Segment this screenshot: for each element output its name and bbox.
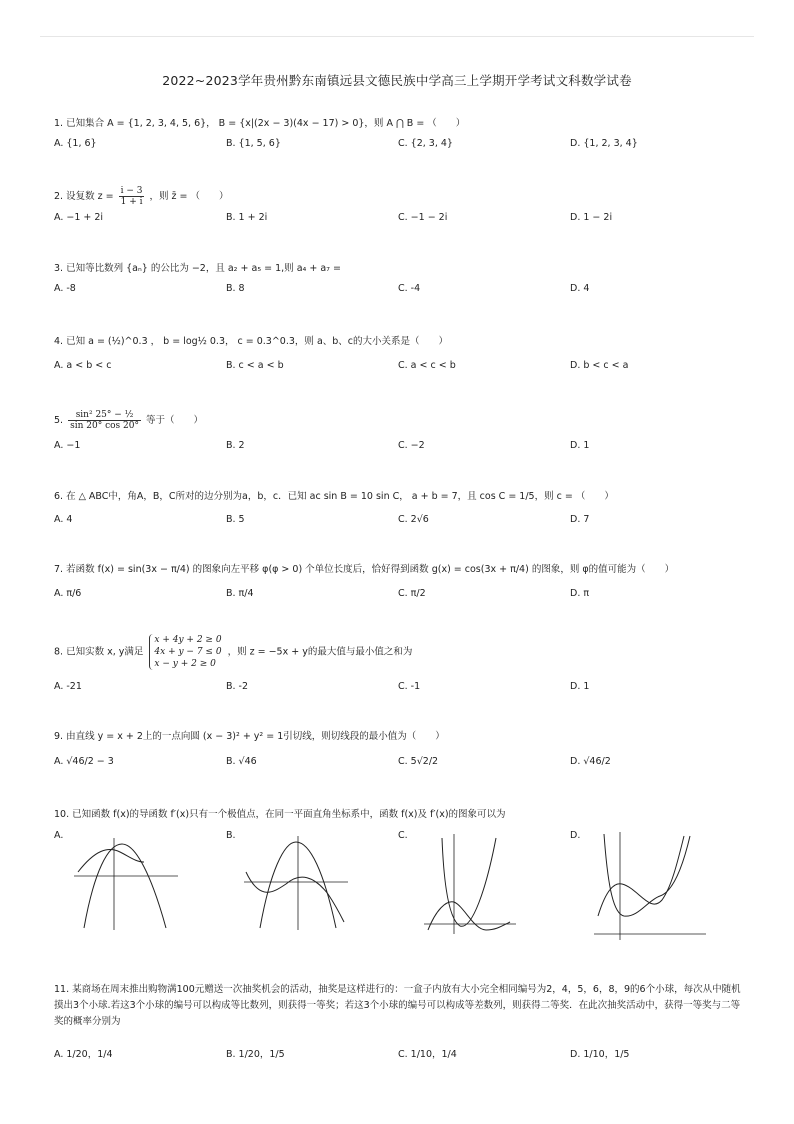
option-a[interactable]: A. 1/20，1/4 bbox=[54, 1049, 113, 1060]
option-b[interactable]: B. 8 bbox=[226, 283, 245, 294]
inequality-system bbox=[149, 634, 221, 670]
option-b[interactable]: B. c < a < b bbox=[226, 360, 284, 371]
option-d[interactable]: D. 1 bbox=[570, 440, 590, 451]
question-8-stem bbox=[54, 634, 412, 670]
question-6-options bbox=[54, 514, 754, 530]
question-2-fraction bbox=[119, 186, 145, 207]
curve-f bbox=[428, 902, 510, 930]
question-3-stem: 3. 已知等比数列 {aₙ} 的公比为 −2，且 a₂ + a₅ = 1,则 a₄ + a₇ = bbox=[54, 263, 341, 274]
option-b[interactable]: B. π/4 bbox=[226, 588, 254, 599]
curve-f bbox=[604, 834, 690, 916]
option-a[interactable]: A. √46/2 − 3 bbox=[54, 756, 114, 767]
question-11-stem: 11. 某商场在周末推出购物满100元赠送一次抽奖机会的活动，抽奖是这样进行的：一盒子内放有大小完全相同编号为2，4，5，6，8，9的6个小球，每次从中随机摸出3个小球.若这3个小球的编号可以构成等比数列，则获得一等奖；若这3个小球的编号可以构成等差数列，则获得二等奖．在此次抽奖活动中，获得一等奖与二等奖的概率分别为 bbox=[54, 984, 741, 1027]
option-d[interactable]: D. {1, 2, 3, 4} bbox=[570, 138, 638, 149]
question-2-suffix: ，则 z̄ = （ ） bbox=[149, 191, 229, 202]
question-10-stem: 10. 已知函数 f(x)的导函数 f′(x)只有一个极值点，在同一平面直角坐标系中，函数 f(x)及 f′(x)的图象可以为 bbox=[54, 809, 506, 820]
option-a[interactable]: A. bbox=[54, 830, 64, 841]
option-a[interactable]: A. {1, 6} bbox=[54, 138, 97, 149]
question-2-stem bbox=[54, 186, 229, 207]
option-a[interactable]: A. π/6 bbox=[54, 588, 82, 599]
page-title: 2022~2023学年贵州黔东南镇远县文德民族中学高三上学期开学考试文科数学试卷 bbox=[162, 73, 632, 88]
question-7-stem: 7. 若函数 f(x) = sin(3x − π/4) 的图象向左平移 φ(φ > 0) 个单位长度后，恰好得到函数 g(x) = cos(3x + π/4) 的图象，则 φ的值可能为（ ） bbox=[54, 564, 675, 575]
question-1-options bbox=[54, 138, 754, 154]
question-1-stem: 1. 已知集合 A = {1, 2, 3, 4, 5, 6}， B = {x|(2x − 3)(4x − 17) > 0}，则 A ⋂ B = （ ） bbox=[54, 118, 466, 129]
option-a[interactable]: A. 4 bbox=[54, 514, 73, 525]
option-c[interactable]: C. 1/10，1/4 bbox=[398, 1049, 457, 1060]
question-5-stem bbox=[54, 410, 203, 431]
curve-f-prime bbox=[84, 844, 166, 928]
option-d[interactable]: D. π bbox=[570, 588, 590, 599]
inequality-3: x − y + 2 ≥ 0 bbox=[154, 659, 216, 669]
option-b[interactable]: B. 1/20，1/5 bbox=[226, 1049, 285, 1060]
curve-f bbox=[246, 872, 344, 922]
option-b[interactable]: B. -2 bbox=[226, 681, 249, 692]
option-c[interactable]: C. 5√2/2 bbox=[398, 756, 439, 767]
option-c[interactable]: C. bbox=[398, 830, 408, 841]
option-c[interactable]: C. -1 bbox=[398, 681, 421, 692]
option-d[interactable]: D. 1/10，1/5 bbox=[570, 1049, 630, 1060]
question-2-prefix: 2. 设复数 z = bbox=[54, 191, 114, 202]
question-5-fraction bbox=[68, 410, 141, 431]
option-d[interactable]: D. 1 bbox=[570, 681, 590, 692]
question-2-options bbox=[54, 212, 754, 228]
inequality-1: x + 4y + 2 ≥ 0 bbox=[154, 635, 222, 645]
question-9-stem: 9. 由直线 y = x + 2上的一点向圆 (x − 3)² + y² = 1引切线，则切线段的最小值为（ ） bbox=[54, 731, 445, 742]
graph-option-a bbox=[70, 832, 185, 932]
question-11-options bbox=[54, 1046, 754, 1062]
option-a[interactable]: A. -8 bbox=[54, 283, 76, 294]
option-d[interactable]: D. √46/2 bbox=[570, 756, 611, 767]
curve-f-prime bbox=[598, 836, 684, 916]
option-b[interactable]: B. {1, 5, 6} bbox=[226, 138, 281, 149]
question-3-options bbox=[54, 283, 754, 299]
header-rule bbox=[40, 36, 754, 37]
fraction-denominator: sin 20° cos 20° bbox=[70, 421, 139, 431]
option-d[interactable]: D. 7 bbox=[570, 514, 590, 525]
question-5-suffix: 等于（ ） bbox=[146, 415, 204, 426]
option-c[interactable]: C. -4 bbox=[398, 283, 421, 294]
question-8-prefix: 8. 已知实数 x, y满足 bbox=[54, 646, 144, 658]
question-6-stem: 6. 在 △ ABC中，角A，B，C所对的边分别为a，b，c．已知 ac sin B = 10 sin C， a + b = 7，且 cos C = 1/5，则 c = （ ） bbox=[54, 491, 614, 502]
option-b[interactable]: B. 5 bbox=[226, 514, 245, 525]
option-b[interactable]: B. 1 + 2i bbox=[226, 212, 268, 223]
option-c[interactable]: C. −1 − 2i bbox=[398, 212, 448, 223]
option-c[interactable]: C. a < c < b bbox=[398, 360, 456, 371]
curve-f-prime bbox=[442, 838, 496, 926]
question-9-options bbox=[54, 756, 754, 772]
option-c[interactable]: C. π/2 bbox=[398, 588, 426, 599]
question-5-options bbox=[54, 440, 754, 456]
option-c[interactable]: C. {2, 3, 4} bbox=[398, 138, 453, 149]
option-a[interactable]: A. −1 bbox=[54, 440, 81, 451]
option-c[interactable]: C. −2 bbox=[398, 440, 425, 451]
option-d[interactable]: D. bbox=[570, 830, 581, 841]
option-b[interactable]: B. bbox=[226, 830, 236, 841]
option-a[interactable]: A. -21 bbox=[54, 681, 82, 692]
option-a[interactable]: A. a < b < c bbox=[54, 360, 112, 371]
option-b[interactable]: B. 2 bbox=[226, 440, 245, 451]
question-8-options bbox=[54, 681, 754, 697]
option-b[interactable]: B. √46 bbox=[226, 756, 257, 767]
option-d[interactable]: D. 4 bbox=[570, 283, 590, 294]
option-a[interactable]: A. −1 + 2i bbox=[54, 212, 104, 223]
fraction-denominator: 1 + i bbox=[120, 197, 143, 207]
question-4-stem: 4. 已知 a = (½)^0.3 ， b = log½ 0.3， c = 0.3^0.3，则 a、b、c的大小关系是（ ） bbox=[54, 336, 449, 347]
question-8-suffix: ，则 z = −5x + y的最大值与最小值之和为 bbox=[227, 646, 413, 658]
graph-option-c bbox=[420, 830, 520, 938]
question-number: 5. bbox=[54, 415, 64, 426]
graph-option-d bbox=[590, 830, 710, 942]
option-d[interactable]: D. 1 − 2i bbox=[570, 212, 613, 223]
option-c[interactable]: C. 2√6 bbox=[398, 514, 429, 525]
option-d[interactable]: D. b < c < a bbox=[570, 360, 629, 371]
fraction-numerator: sin² 25° − ½ bbox=[68, 410, 141, 421]
curve-f bbox=[78, 849, 144, 872]
fraction-numerator: i − 3 bbox=[120, 186, 143, 196]
graph-option-b bbox=[240, 832, 355, 932]
question-4-options bbox=[54, 360, 754, 376]
inequality-2: 4x + y − 7 ≤ 0 bbox=[154, 647, 222, 657]
question-7-options bbox=[54, 588, 754, 604]
